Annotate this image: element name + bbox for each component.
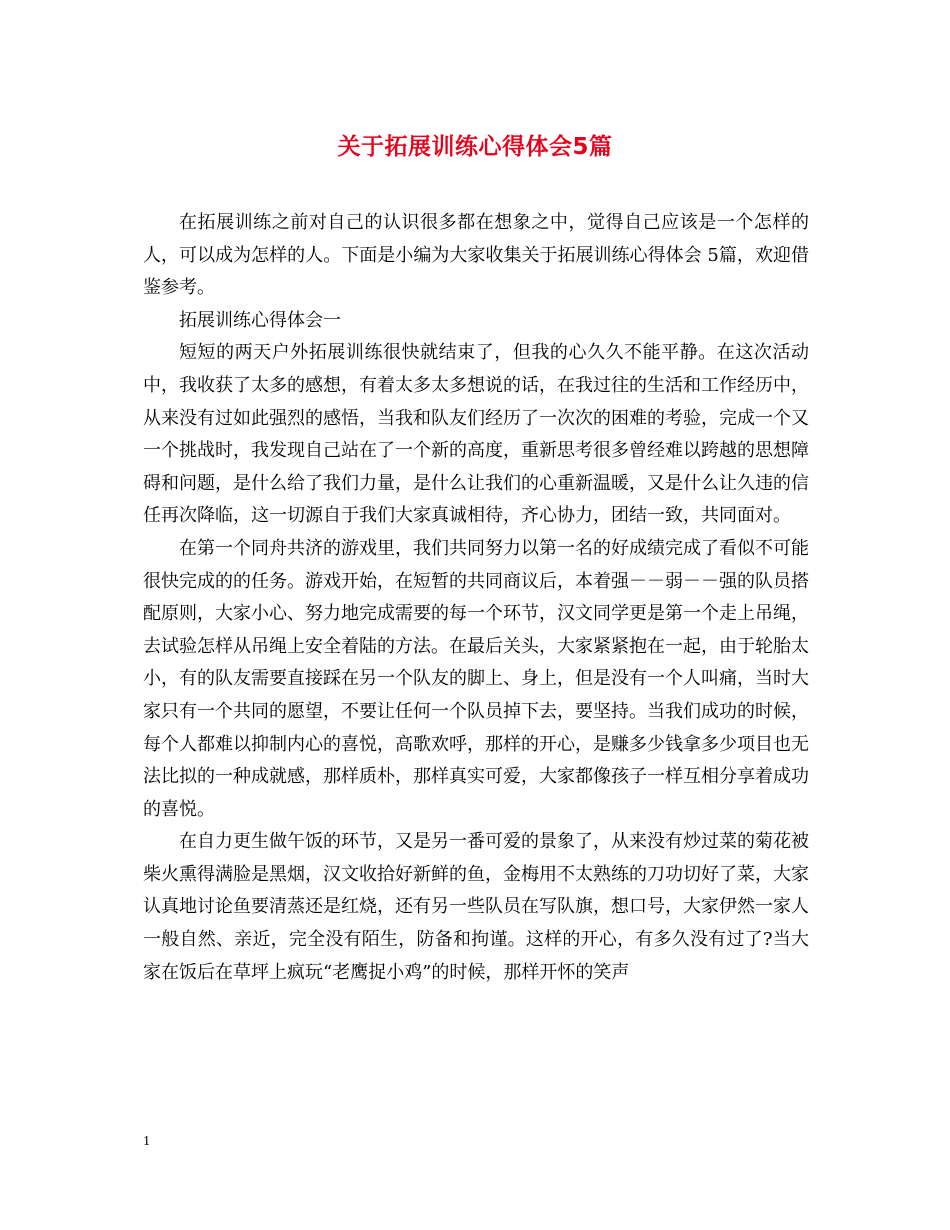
body-paragraph: 在自力更生做午饭的环节，又是另一番可爱的景象了，从来没有炒过菜的菊花被柴火熏得满脸是黑烟，汉文收拾好新鲜的鱼，金梅用不太熟练的刀功切好了菜，大家认真地讨论鱼要清蒸还是红烧，还有另一些队员在写队旗，想口号，大家伊然一家人一般自然、亲近，完全没有陌生，防备和拘谨。这样的开心，有多久没有过了?当大家在饭后在草坪上疯玩“老鹰捉小鸡”的时候，那样开怀的笑声	[143, 831, 809, 983]
document-body	[143, 207, 809, 989]
body-paragraph: 短短的两天户外拓展训练很快就结束了，但我的心久久不能平静。在这次活动中，我收获了太多的感想，有着太多太多想说的话，在我过往的生活和工作经历中，从来没有过如此强烈的感悟，当我和队友们经历了一次次的困难的考验，完成一个又一个挑战时，我发现自己站在了一个新的高度，重新思考很多曾经难以跨越的思想障碍和问题，是什么给了我们力量，是什么让我们的心重新温暖，又是什么让久违的信任再次降临，这一切源自于我们大家真诚相待，齐心协力，团结一致，共同面对。	[143, 342, 809, 527]
intro-paragraph: 在拓展训练之前对自己的认识很多都在想象之中，觉得自己应该是一个怎样的人，可以成为怎样的人。下面是小编为大家收集关于拓展训练心得体会 5篇，欢迎借鉴参考。	[143, 212, 809, 299]
body-paragraph: 在第一个同舟共济的游戏里，我们共同努力以第一名的好成绩完成了看似不可能很快完成的的任务。游戏开始，在短暂的共同商议后，本着强－－弱－－强的队员搭配原则，大家小心、努力地完成需要的每一个环节，汉文同学更是第一个走上吊绳，去试验怎样从吊绳上安全着陆的方法。在最后关头，大家紧紧抱在一起，由于轮胎太小，有的队友需要直接踩在另一个队友的脚上、身上，但是没有一个人叫痛，当时大家只有一个共同的愿望，不要让任何一个队员掉下去，要坚持。当我们成功的时候，每个人都难以抑制内心的喜悦，高歌欢呼，那样的开心，是赚多少钱拿多少项目也无法比拟的一种成就感，那样质朴，那样真实可爱，大家都像孩子一样互相分享着成功的喜悦。	[143, 537, 809, 820]
page-number: 1	[143, 1134, 150, 1149]
document-title: 关于拓展训练心得体会5篇	[337, 134, 613, 160]
section-heading: 拓展训练心得体会一	[179, 309, 341, 331]
